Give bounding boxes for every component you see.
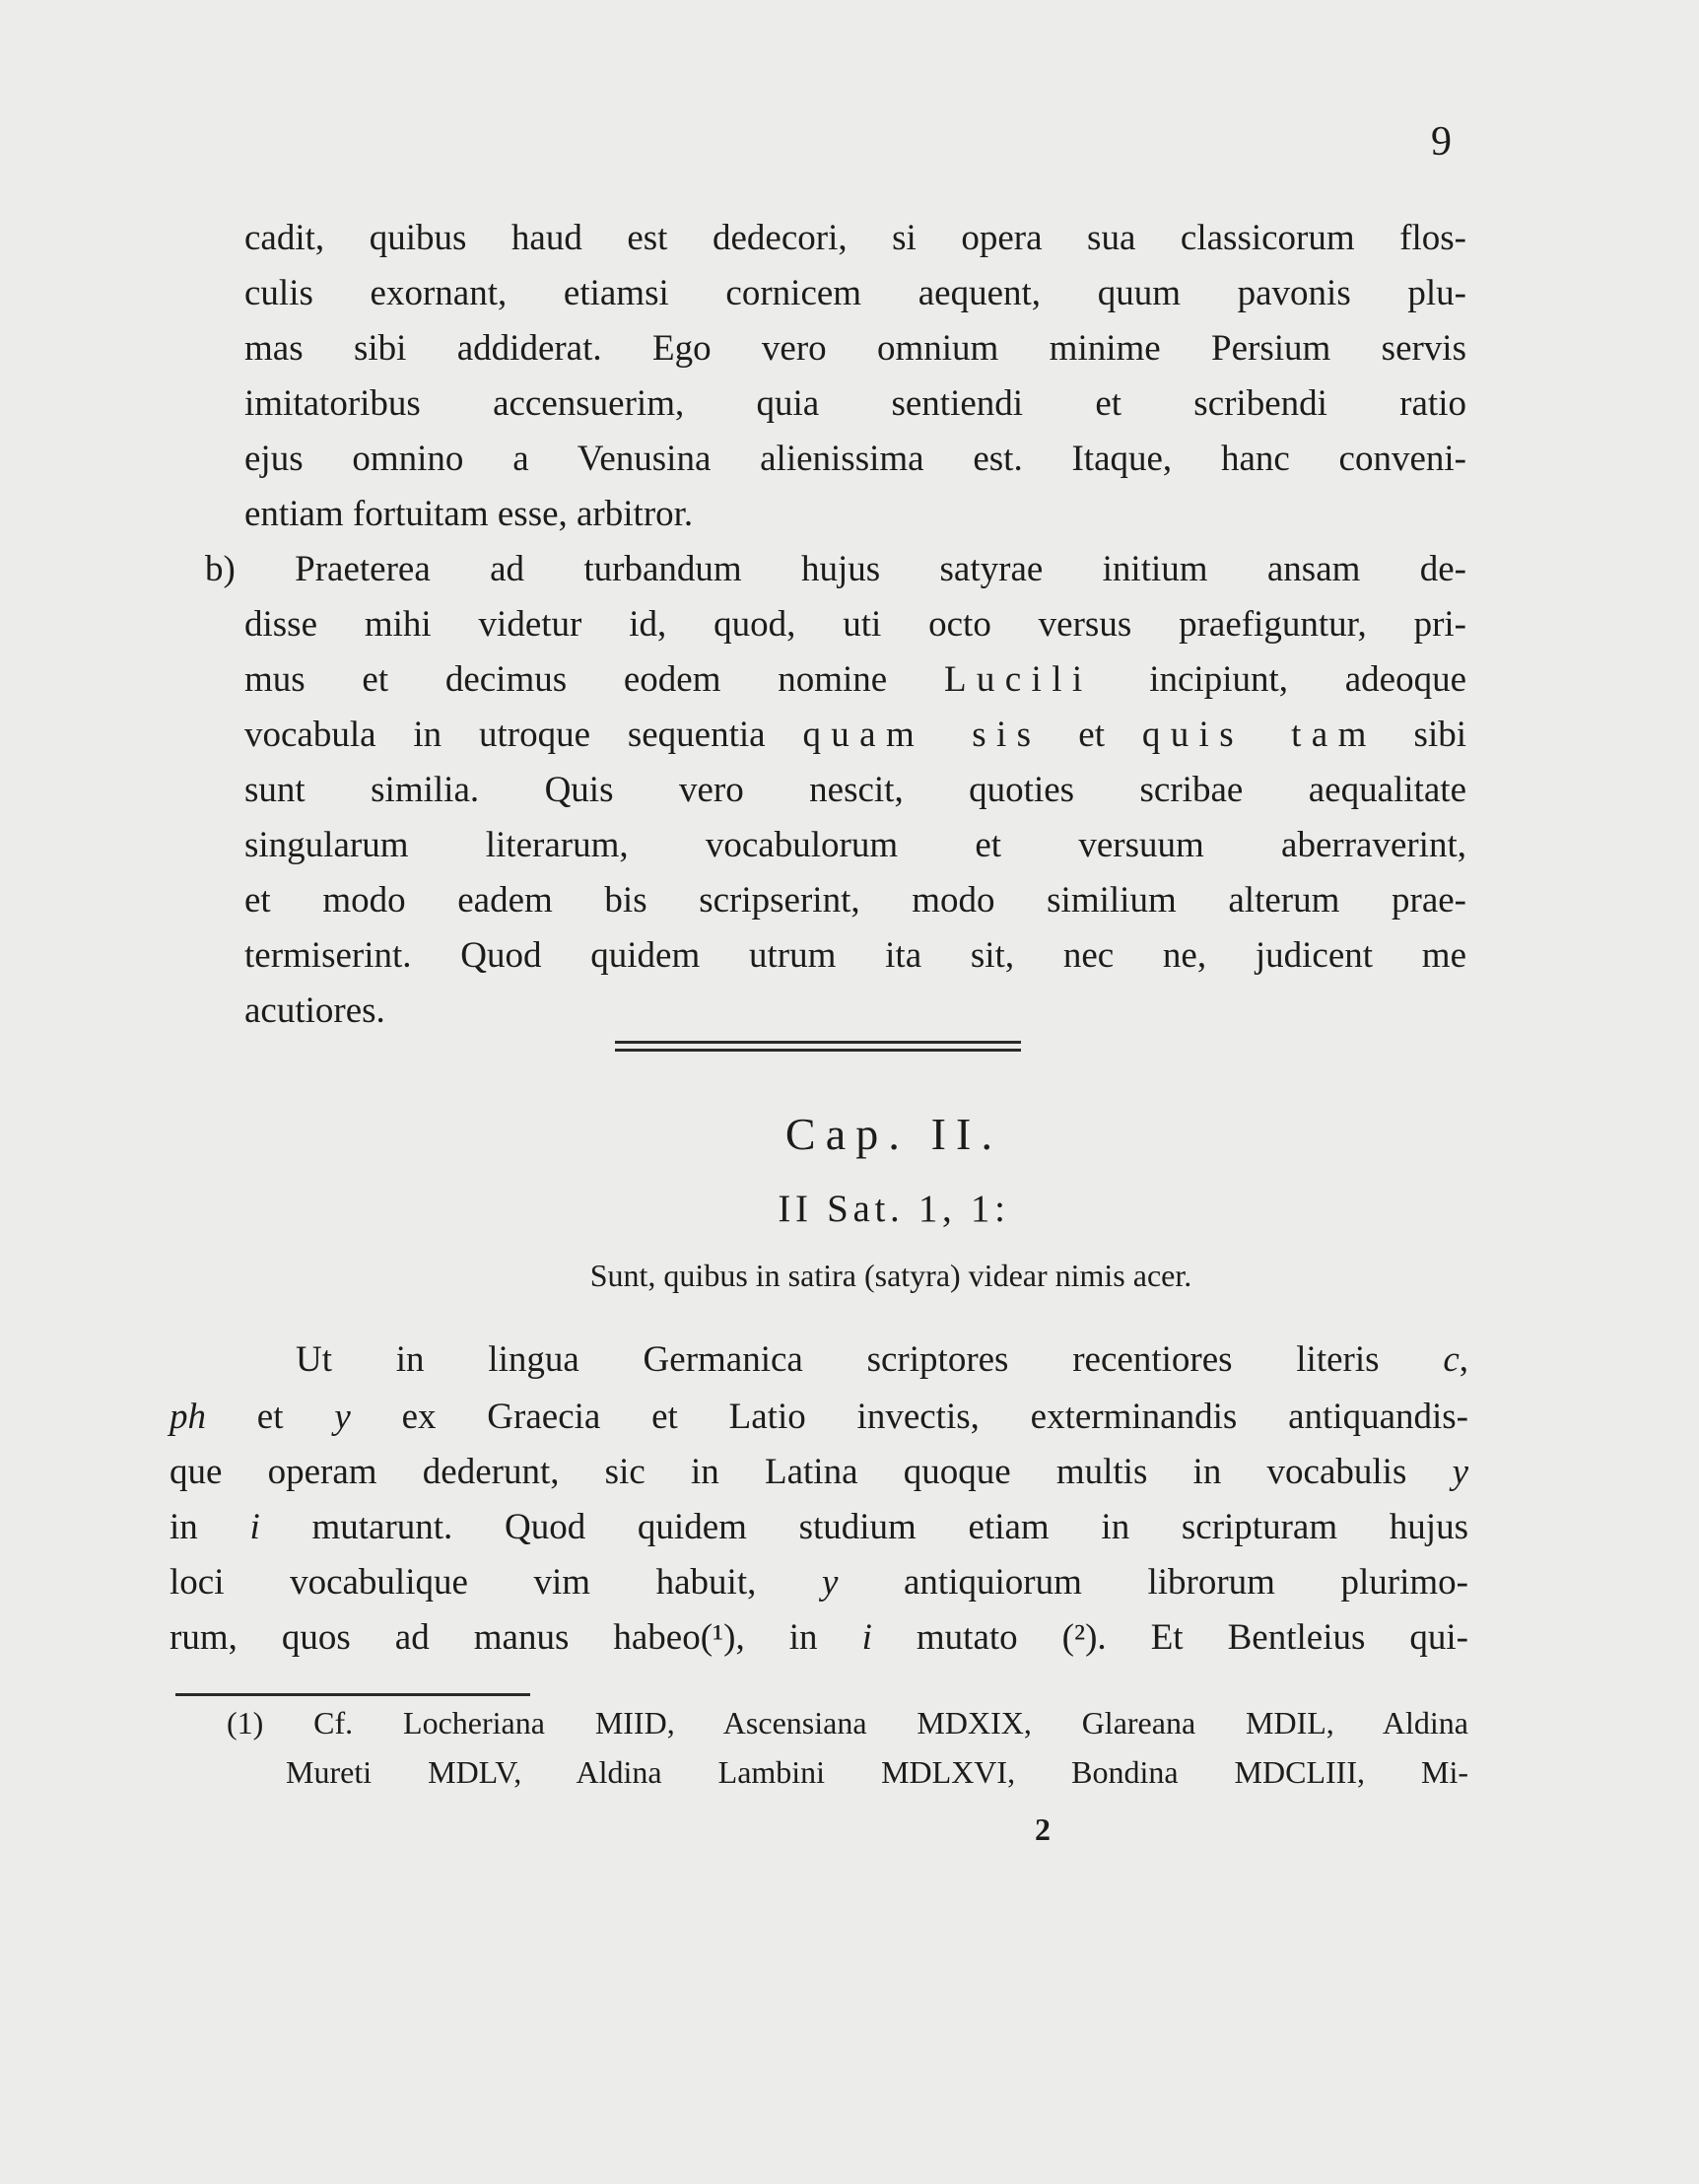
chapter-reference: II Sat. 1, 1: [778,1188,1010,1230]
paragraph-line [170,1445,1468,1500]
footnote-ref: (²) [1017,1617,1098,1658]
text-run: et [1041,715,1142,755]
text-line: culis exornant, etiamsi cornicem aequent, quum pavonis plu- [244,273,1466,313]
paragraph-line [170,1555,1468,1610]
text-run: mutato [871,1617,1018,1658]
divider-rule [615,1041,1021,1044]
italic-letter: y [334,1397,351,1437]
text-run: incipiunt, adeoque [1092,659,1467,700]
text-run: mus et decimus eodem nomine [244,659,944,700]
text-run: et [206,1397,335,1437]
italic-letter: y [821,1562,839,1603]
text-run: sibi [1376,715,1467,755]
italic-letter: i [249,1507,260,1547]
paragraph-line [170,1610,1468,1666]
paragraph-line [170,1390,1468,1445]
text-run: mutarunt. Quod quidem studium etiam in scripturam hujus [259,1507,1468,1547]
footnote-line: Mureti MDLV, Aldina Lambini MDLXVI, Bondina MDCLIII, Mi- [286,1754,1468,1790]
paragraph-line [296,1332,1468,1388]
item-b-line: disse mihi videtur id, quod, uti octo versus praefiguntur, pri- [244,604,1466,645]
chapter-verse: Sunt, quibus in satira (satyra) videar nimis acer. [589,1258,1192,1293]
text-line: imitatoribus accensuerim, quia sentiendi et scribendi ratio [244,383,1466,424]
footnote-line: (1) Cf. Locheriana MIID, Ascensiana MDXIX, Glareana MDIL, Aldina [227,1705,1468,1740]
text-line: entiam fortuitam esse, arbitror. [244,494,694,534]
item-b-line: et modo eadem bis scripserint, modo similium alterum prae- [244,880,1466,921]
item-b-line: termiserint. Quod quidem utrum ita sit, nec ne, judicent me [244,935,1466,976]
italic-letter: c [1443,1339,1460,1380]
text-run: loci vocabulique vim habuit, [170,1562,822,1603]
text-run: rum, quos ad manus habeo [170,1617,701,1658]
page-number: 9 [1431,119,1452,165]
item-b-line [244,708,1466,763]
signature-mark: 2 [1035,1811,1051,1847]
divider-rule [615,1049,1021,1052]
item-b-line: b) Praeterea ad turbandum hujus satyrae initium ansam de- [205,549,1466,589]
chapter-heading: Cap. II. [784,1109,1003,1159]
text-run: ex Graecia et Latio invectis, exterminandis antiquandis- [350,1397,1469,1437]
text-line: mas sibi addiderat. Ego vero omnium minime Persium servis [244,328,1466,369]
italic-letter: i [861,1617,872,1658]
item-b-line: sunt similia. Quis vero nescit, quoties scribae aequalitate [244,770,1466,810]
text-run: . Et Bentleius qui- [1097,1617,1468,1658]
footnote-ref: (¹) [700,1617,736,1658]
paragraph-line [170,1500,1468,1555]
text-run: que operam dederunt, sic in Latina quoque multis in vocabulis [170,1452,1453,1492]
spaced-name: Lucili [943,659,1093,700]
text-run: vocabula in utroque sequentia [244,715,803,755]
text-line: ejus omnino a Venusina alienissima est. Itaque, hanc conveni- [244,439,1466,479]
item-b-line: singularum literarum, vocabulorum et versuum aberraverint, [244,825,1466,865]
text-run: antiquiorum librorum plurimo- [838,1562,1469,1603]
text-run: , in [735,1617,862,1658]
italic-letter: ph [170,1397,206,1437]
item-b-line: acutiores. [244,990,385,1031]
text-run: in [170,1507,250,1547]
text-run: , [1459,1339,1468,1380]
item-b-line [244,652,1466,708]
spaced-word: quam sis [802,715,1042,755]
spaced-word: quis tam [1141,715,1377,755]
footnote-rule [175,1693,530,1696]
text-run: Ut in lingua Germanica scriptores recentiores literis [296,1339,1444,1380]
italic-letter: y [1452,1452,1468,1492]
text-line: cadit, quibus haud est dedecori, si opera sua classicorum flos- [244,218,1466,258]
